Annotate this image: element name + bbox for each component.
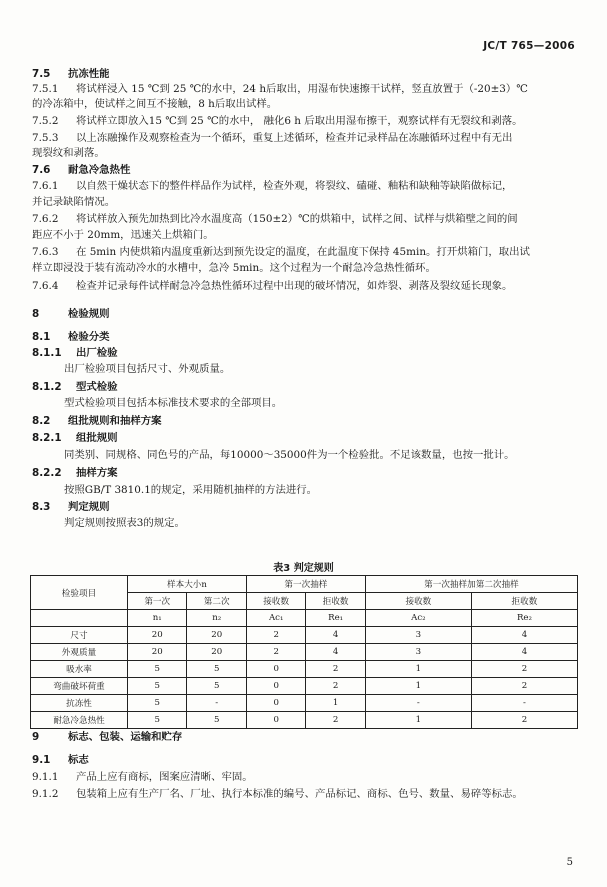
section-line-7-6 [32,163,130,178]
col-accept2-header: 接收数 [365,593,471,610]
col-reject1-header: 拒收数 [306,593,365,610]
section-text: 按照GB/T 3810.1的规定，采用随机抽样的方法进行。 [64,484,318,496]
section-number: 7.6.1 [32,180,59,192]
judgement-rules-table [30,575,578,729]
table-cell: - [187,695,246,712]
section-line-7-5-1b [32,97,277,112]
table-cell: 4 [306,644,365,661]
section-number: 8 [32,308,40,320]
section-text: 现裂纹和剥落。 [32,147,105,159]
section-line-7-6-1a [32,179,512,194]
table-row [31,627,578,644]
section-line-7-5 [32,67,110,82]
section-heading: 检验分类 [68,331,110,343]
table-caption: 表3 判定规则 [273,563,334,574]
table-cell: 2 [246,627,305,644]
section-number: 9 [32,731,40,743]
section-heading: 标志、包装、运输和贮存 [68,731,183,743]
table-cell: 5 [128,661,187,678]
table-row [31,712,578,729]
section-text: 以上冻融操作及观察检查为一个循环，重复上述循环，检查并记录样品在冻融循环过程中有无出 [76,132,513,144]
col-item-header: 检验项目 [31,576,128,610]
col-reject2-header: 拒收数 [471,593,577,610]
section-line-7-5-1a [32,82,528,97]
section-text: 以自然干燥状态下的整件样品作为试样，检查外观，将裂纹、磕碰、釉粘和缺釉等缺陷做标记， [76,180,513,192]
section-line-8-1 [32,330,110,345]
table-cell: 0 [246,678,305,695]
table-cell: 2 [306,661,365,678]
table-cell: 5 [128,695,187,712]
section-line-7-6-4 [32,279,512,294]
section-text: 同类别、同规格、同色号的产品，每10000～35000件为一个检验批。不足该数量，也按一批计。 [64,449,515,461]
section-heading: 耐急冷急热性 [68,164,131,176]
section-text: 样立即浸没于装有流动冷水的水槽中，急冷 5min。这个过程为一个耐急冷急热性循环。 [32,262,436,274]
col-item-blank [31,610,128,627]
section-line-7-6-3a [32,245,530,260]
section-line-8-2 [32,414,162,429]
section-heading: 出厂检验 [76,347,118,359]
section-text: 判定规则按照表3的规定。 [64,517,185,529]
section-text: 的冷冻箱中，使试样之间互不接触，8 h后取出试样。 [32,98,278,110]
table-row [31,695,578,712]
table-cell: 1 [365,661,471,678]
section-text: 将试样立即放入15 ℃到 25 ℃的水中， 融化6 h 后取出用湿布擦干，观察试样有无裂纹和剥落。 [76,115,523,127]
section-text: 在 5min 内使烘箱内温度重新达到预先设定的温度，在此温度下保持 45min。打开烘箱门，取出试 [76,246,530,258]
table-row-label: 抗冻性 [31,695,128,712]
symbol-ac2: Ac₂ [365,610,471,627]
col-first-sampling-header: 第一次抽样 [246,576,365,593]
section-line-8-2-1 [32,431,118,446]
col-combined-sampling-header: 第一次抽样加第二次抽样 [365,576,577,593]
table-cell: 20 [187,644,246,661]
section-number: 8.2.1 [32,432,62,444]
section-number: 7.6.2 [32,213,59,225]
symbol-ac1: Ac₁ [246,610,305,627]
table-cell: 2 [306,678,365,695]
section-text: 并记录缺陷情况。 [32,196,116,208]
table-cell: 5 [128,712,187,729]
table-cell: 4 [306,627,365,644]
table-row-label: 耐急冷急热性 [31,712,128,729]
section-line-9-1-1 [32,770,253,785]
table-cell: 1 [306,695,365,712]
section-line-7-5-3a [32,131,512,146]
section-line-9-1 [32,753,89,768]
section-line-8-2-2t [64,483,317,498]
table-row-label: 尺寸 [31,627,128,644]
table-cell: 4 [471,644,577,661]
table-cell: 2 [246,644,305,661]
table-row [31,644,578,661]
page-number: 5 [566,857,573,868]
section-heading: 组批规则 [76,432,118,444]
table-cell: 2 [306,712,365,729]
section-number: 9.1.1 [32,771,59,783]
section-line-8-1-1t [64,362,230,377]
table-cell: - [365,695,471,712]
section-line-7-6-2a [32,212,518,227]
table-cell: 4 [471,627,577,644]
col-first-n-header: 第一次 [128,593,187,610]
table-cell: 20 [128,644,187,661]
section-heading: 检验规则 [68,308,110,320]
section-heading: 抽样方案 [76,467,118,479]
table-cell: 3 [365,627,471,644]
section-line-9-1-2 [32,787,523,802]
table-cell: 5 [187,712,246,729]
table-cell: 2 [471,678,577,695]
section-heading: 标志 [68,754,89,766]
section-line-7-6-1b [32,195,115,210]
symbol-re2: Re₂ [471,610,577,627]
col-second-n-header: 第二次 [187,593,246,610]
symbol-n1: n₁ [128,610,187,627]
section-number: 9.1.2 [32,788,59,800]
section-number: 7.5.3 [32,132,59,144]
table-cell: 1 [365,678,471,695]
section-heading: 组批规则和抽样方案 [68,415,162,427]
section-line-8 [32,307,110,322]
table-cell: 3 [365,644,471,661]
section-line-8-1-1 [32,346,118,361]
section-line-8-1-2t [64,396,282,411]
table-cell: 1 [365,712,471,729]
section-text: 包装箱上应有生产厂名、厂址、执行本标准的编号、产品标记、商标、色号、数量、易碎等标志。 [76,788,523,800]
table-cell: 5 [187,678,246,695]
table-cell: 20 [187,627,246,644]
section-heading: 抗冻性能 [68,68,110,80]
col-sample-size-header: 样本大小n [128,576,247,593]
table-cell: 5 [128,678,187,695]
section-line-8-1-2 [32,380,118,395]
section-number: 7.5.1 [32,83,59,95]
symbol-n2: n₂ [187,610,246,627]
section-line-8-3t [64,516,185,531]
standard-code-header: JC/T 765—2006 [483,40,575,52]
section-line-8-2-2 [32,466,118,481]
section-line-9 [32,730,182,745]
section-text: 将试样浸入 15 ℃到 25 ℃的水中，24 h后取出，用湿布快速擦干试样，竖直放置于（-20±3）℃ [76,83,528,95]
section-number: 7.6.3 [32,246,59,258]
section-number: 7.6.4 [32,280,59,292]
symbol-re1: Re₁ [306,610,365,627]
section-number: 7.6 [32,164,51,176]
section-number: 8.1.1 [32,347,62,359]
section-line-8-2-1t [64,448,515,463]
section-text: 检查并记录每件试样耐急冷急热性循环过程中出现的破坏情况，如炸裂、剥落及裂纹延长现象。 [76,280,513,292]
table-cell: 0 [246,712,305,729]
table-cell: 2 [471,712,577,729]
section-text: 产品上应有商标，图案应清晰、牢固。 [76,771,253,783]
section-text: 将试样放入预先加热到比冷水温度高（150±2）℃的烘箱中，试样之间、试样与烘箱壁之间的间 [76,213,518,225]
section-number: 8.2 [32,415,51,427]
section-text: 型式检验项目包括本标准技术要求的全部项目。 [64,397,283,409]
section-text: 距应不小于 20mm，迅速关上烘箱门。 [32,229,214,241]
table-row-label: 弯曲破坏荷重 [31,678,128,695]
section-heading: 型式检验 [76,381,118,393]
col-accept1-header: 接收数 [246,593,305,610]
section-line-7-5-2 [32,114,522,129]
table-row-label: 外观质量 [31,644,128,661]
section-line-7-6-2b [32,228,214,243]
table-cell: 20 [128,627,187,644]
table-row [31,678,578,695]
section-number: 9.1 [32,754,51,766]
table-cell: - [471,695,577,712]
section-number: 7.5.2 [32,115,59,127]
table-row-label: 吸水率 [31,661,128,678]
table-row [31,661,578,678]
table-cell: 2 [471,661,577,678]
table-cell: 0 [246,695,305,712]
section-line-8-3 [32,500,110,515]
section-number: 7.5 [32,68,51,80]
section-number: 8.3 [32,501,51,513]
section-number: 8.1.2 [32,381,62,393]
section-line-7-5-3b [32,146,105,161]
table-cell: 0 [246,661,305,678]
table-cell: 5 [187,661,246,678]
section-number: 8.1 [32,331,51,343]
section-number: 8.2.2 [32,467,62,479]
section-line-7-6-3b [32,261,436,276]
section-heading: 判定规则 [68,501,110,513]
section-text: 出厂检验项目包括尺寸、外观质量。 [64,363,231,375]
